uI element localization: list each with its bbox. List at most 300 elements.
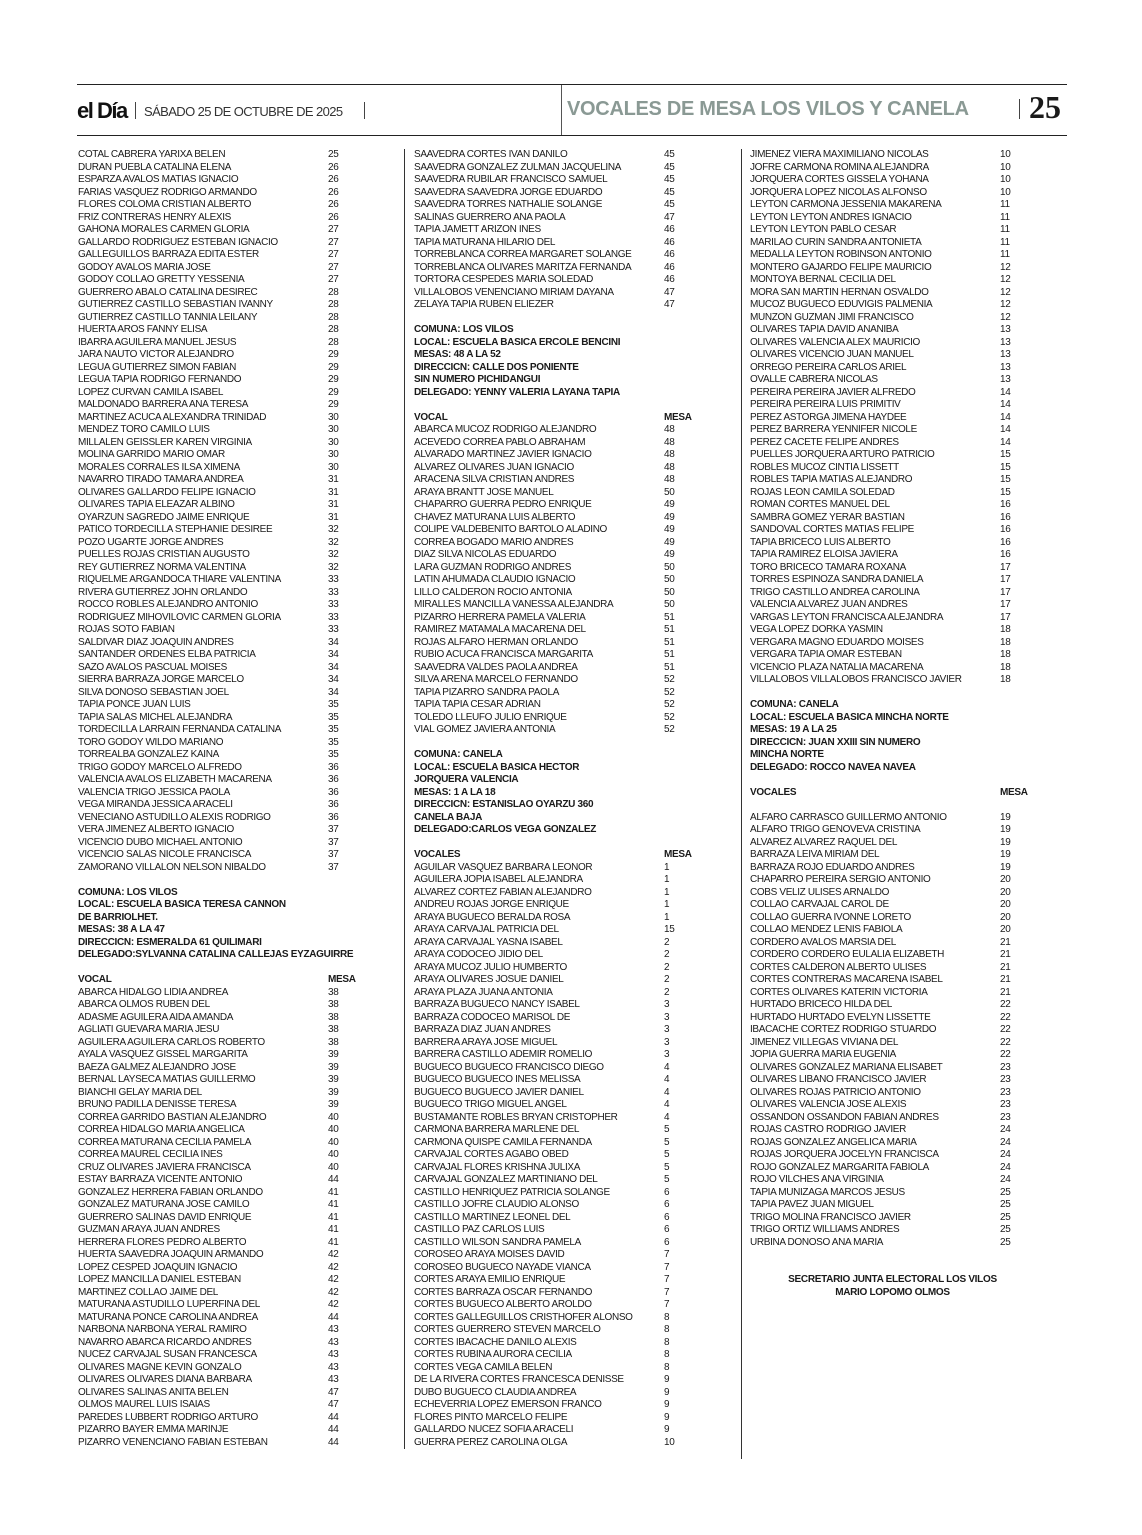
column-rule xyxy=(404,149,405,1449)
vocal-row xyxy=(750,599,1050,612)
mesa-number: 35 xyxy=(328,699,339,710)
mesa-number: 12 xyxy=(1000,311,1011,323)
mesa-number: 20 xyxy=(1000,899,1011,910)
polling-place-block xyxy=(750,699,1050,1249)
vocal-row xyxy=(78,387,378,400)
vocal-name: SALINAS GUERRERO ANA PAOLA xyxy=(414,211,566,223)
header-mesa: MESA xyxy=(328,974,356,985)
mesa-number: 27 xyxy=(328,261,339,273)
vocal-name: GALLARDO NUCEZ SOFIA ARACELI xyxy=(414,1424,574,1435)
mesa-number: 44 xyxy=(328,1174,339,1185)
vocal-row xyxy=(414,1262,714,1275)
vocal-name: LEGUA GUTIERREZ SIMON FABIAN xyxy=(78,361,237,373)
vocal-row xyxy=(78,824,378,837)
vocal-name: BERNAL LAYSECA MATIAS GUILLERMO xyxy=(78,1074,256,1085)
vocal-row xyxy=(78,849,378,862)
mesa-number: 38 xyxy=(328,1036,339,1048)
mesa-number: 42 xyxy=(328,1286,339,1298)
vocal-name: ALVAREZ ALVAREZ RAQUEL DEL xyxy=(750,836,898,848)
vocal-row xyxy=(78,287,378,300)
vocal-row xyxy=(78,1124,378,1137)
table-header xyxy=(78,974,378,987)
vocal-name: TORREBLANCA CORREA MARGARET SOLANGE xyxy=(414,249,632,260)
mesa-number: 41 xyxy=(328,1224,339,1235)
vocal-row xyxy=(78,699,378,712)
vocal-row xyxy=(78,424,378,437)
vocal-name: CORDERO CORDERO EULALIA ELIZABETH xyxy=(750,949,945,960)
vocal-name: DURAN PUEBLA CATALINA ELENA xyxy=(78,161,232,173)
vocal-name: GAHONA MORALES CARMEN GLORIA xyxy=(78,224,250,235)
mesa-number: 11 xyxy=(1000,249,1010,260)
vocal-row xyxy=(414,1087,714,1100)
vocal-name: MIRALLES MANCILLA VANESSA ALEJANDRA xyxy=(414,599,614,610)
mesa-number: 39 xyxy=(328,1074,339,1085)
polling-place-info: DIRECCICN: JUAN XXIII SIN NUMERO xyxy=(750,736,921,748)
mesa-number: 28 xyxy=(328,311,339,323)
vocal-name: JIMENEZ VIERA MAXIMILIANO NICOLAS xyxy=(750,149,929,160)
vocal-name: GUTIERREZ CASTILLO TANNIA LEILANY xyxy=(78,311,258,323)
vocal-name: FARIAS VASQUEZ RODRIGO ARMANDO xyxy=(78,186,257,198)
vocal-name: MENDEZ TORO CAMILO LUIS xyxy=(78,424,210,435)
vocal-name: JIMENEZ VILLEGAS VIVIANA DEL xyxy=(750,1036,899,1048)
vocal-row xyxy=(78,1137,378,1150)
vocal-name: OLIVARES GONZALEZ MARIANA ELISABET xyxy=(750,1061,943,1073)
mesa-number: 28 xyxy=(328,286,339,298)
vocal-name: IBARRA AGUILERA MANUEL JESUS xyxy=(78,336,237,348)
vocal-name: CORTES OLIVARES KATERIN VICTORIA xyxy=(750,986,928,998)
vocal-row xyxy=(414,299,714,312)
polling-place-info: LOCAL: ESCUELA BASICA ERCOLE BENCINI xyxy=(414,336,621,348)
vocal-name: PEREZ CACETE FELIPE ANDRES xyxy=(750,436,899,448)
vocal-row xyxy=(78,474,378,487)
vocal-name: SAZO AVALOS PASCUAL MOISES xyxy=(78,661,227,673)
vocal-name: LOPEZ MANCILLA DANIEL ESTEBAN xyxy=(78,1274,241,1285)
mesa-number: 52 xyxy=(664,699,675,710)
vocal-row xyxy=(414,1412,714,1425)
mesa-number: 26 xyxy=(328,186,339,198)
vocal-row xyxy=(750,399,1050,412)
mesa-number: 48 xyxy=(664,436,675,448)
vocal-row xyxy=(78,637,378,650)
signature-name: MARIO LOPOMO OLMOS xyxy=(835,1286,950,1298)
vocal-row xyxy=(414,587,714,600)
vocal-row xyxy=(414,1112,714,1125)
mesa-number: 45 xyxy=(664,199,675,210)
vocal-row xyxy=(78,1324,378,1337)
vocal-name: SAAVEDRA TORRES NATHALIE SOLANGE xyxy=(414,199,603,210)
vocal-name: ARACENA SILVA CRISTIAN ANDRES xyxy=(414,474,575,485)
mesa-number: 38 xyxy=(328,986,339,998)
vocal-row xyxy=(750,499,1050,512)
vocal-name: TORRES ESPINOZA SANDRA DANIELA xyxy=(750,574,924,585)
mesa-number: 22 xyxy=(1000,1024,1011,1035)
vocal-row xyxy=(78,449,378,462)
vocal-row xyxy=(750,1124,1050,1137)
vocal-row xyxy=(750,1224,1050,1237)
vocal-name: NAVARRO TIRADO TAMARA ANDREA xyxy=(78,474,244,485)
vocal-row xyxy=(750,1074,1050,1087)
vocal-row xyxy=(414,862,714,875)
vocal-name: ZELAYA TAPIA RUBEN ELIEZER xyxy=(414,299,554,310)
column-rule xyxy=(741,149,742,1459)
vocal-name: TAPIA SALAS MICHEL ALEJANDRA xyxy=(78,711,233,723)
vocal-name: BUGUECO BUGUECO INES MELISSA xyxy=(414,1074,581,1085)
vocal-row xyxy=(78,837,378,850)
vocal-row xyxy=(78,524,378,537)
vocal-name: CHAPARRO GUERRA PEDRO ENRIQUE xyxy=(414,499,592,510)
mesa-number: 41 xyxy=(328,1199,339,1210)
vocal-name: TRIGO ORTIZ WILLIAMS ANDRES xyxy=(750,1224,900,1235)
vocal-row xyxy=(78,362,378,375)
vocal-row xyxy=(78,1349,378,1362)
vocal-row xyxy=(414,187,714,200)
vocal-name: BIANCHI GELAY MARIA DEL xyxy=(78,1086,202,1098)
polling-place-info: COMUNA: LOS VILOS xyxy=(78,886,178,898)
vocal-row xyxy=(78,1299,378,1312)
vocal-name: ROJAS LEON CAMILA SOLEDAD xyxy=(750,486,895,498)
mesa-number: 6 xyxy=(664,1199,670,1210)
vocal-row xyxy=(414,212,714,225)
mesa-number: 49 xyxy=(664,549,675,560)
table-header xyxy=(750,787,1050,800)
vocal-row xyxy=(414,1224,714,1237)
vocal-name: RODRIGUEZ MIHOVILOVIC CARMEN GLORIA xyxy=(78,611,281,623)
vocal-row xyxy=(414,599,714,612)
vocal-row xyxy=(750,349,1050,362)
vocal-row xyxy=(414,174,714,187)
mesa-number: 8 xyxy=(664,1311,670,1323)
mesa-number: 49 xyxy=(664,524,675,535)
vocal-name: POZO UGARTE JORGE ANDRES xyxy=(78,536,224,548)
mesa-number: 45 xyxy=(664,161,675,173)
vocal-name: OLIVARES OLIVARES DIANA BARBARA xyxy=(78,1374,252,1385)
mesa-number: 21 xyxy=(1000,986,1011,998)
mesa-number: 15 xyxy=(1000,449,1011,460)
vocal-name: LOPEZ CURVAN CAMILA ISABEL xyxy=(78,386,224,398)
mesa-number: 13 xyxy=(1000,336,1011,348)
mesa-number: 18 xyxy=(1000,674,1011,685)
vocal-name: OVALLE CABRERA NICOLAS xyxy=(750,374,878,385)
vocal-row xyxy=(78,862,378,875)
vocal-name: LEYTON LEYTON PABLO CESAR xyxy=(750,224,897,235)
vocal-row xyxy=(414,537,714,550)
vocal-row xyxy=(414,1174,714,1187)
vocal-name: OLMOS MAUREL LUIS ISAIAS xyxy=(78,1399,210,1410)
vocal-row xyxy=(78,1112,378,1125)
mesa-number: 36 xyxy=(328,761,339,773)
vocal-row xyxy=(750,1162,1050,1175)
vocal-row xyxy=(414,437,714,450)
vocal-row xyxy=(78,512,378,525)
vocal-name: OLIVARES VALENCIA JOSE ALEXIS xyxy=(750,1099,907,1110)
mesa-number: 7 xyxy=(664,1286,670,1298)
mesa-number: 2 xyxy=(664,974,670,985)
vocal-row xyxy=(750,637,1050,650)
mesa-number: 28 xyxy=(328,299,339,310)
polling-place-info: DIRECCICN: ESTANISLAO OYARZU 360 xyxy=(414,799,594,810)
vocal-name: MATURANA ASTUDILLO LUPERFINA DEL xyxy=(78,1299,260,1310)
mesa-number: 37 xyxy=(328,836,339,848)
vocal-row xyxy=(750,912,1050,925)
vocal-name: ARAYA CARVAJAL YASNA ISABEL xyxy=(414,936,563,948)
vocal-row xyxy=(750,662,1050,675)
vocal-name: BAEZA GALMEZ ALEJANDRO JOSE xyxy=(78,1061,236,1073)
vocal-name: MONTOYA BERNAL CECILIA DEL xyxy=(750,274,896,285)
vocal-row xyxy=(750,224,1050,237)
vocal-row xyxy=(414,249,714,262)
vocal-row xyxy=(78,237,378,250)
vocal-row xyxy=(414,1399,714,1412)
mesa-number: 48 xyxy=(664,449,675,460)
vocal-list xyxy=(414,149,714,312)
vocal-name: HURTADO HURTADO EVELYN LISSETTE xyxy=(750,1011,931,1023)
vocal-row xyxy=(78,562,378,575)
vocal-row xyxy=(750,1174,1050,1187)
vocal-row xyxy=(414,924,714,937)
vocal-row xyxy=(750,974,1050,987)
vocal-name: CASTILLO PAZ CARLOS LUIS xyxy=(414,1224,545,1235)
mesa-number: 3 xyxy=(664,1036,670,1048)
vocal-name: SAMBRA GOMEZ YERAR BASTIAN xyxy=(750,511,905,523)
vocal-row xyxy=(78,349,378,362)
vocal-row xyxy=(78,712,378,725)
vocal-row xyxy=(750,837,1050,850)
polling-place-info: COMUNA: LOS VILOS xyxy=(414,324,514,335)
vocal-row xyxy=(414,424,714,437)
vocal-row xyxy=(750,1012,1050,1025)
vocal-name: PATICO TORDECILLA STEPHANIE DESIREE xyxy=(78,524,273,535)
vocal-row xyxy=(750,937,1050,950)
divider xyxy=(1019,99,1020,119)
vocal-row xyxy=(414,637,714,650)
mesa-number: 34 xyxy=(328,649,339,660)
table-header xyxy=(414,412,714,425)
polling-place-info: COMUNA: CANELA xyxy=(750,699,839,710)
polling-place-info: DE BARRIOLHET. xyxy=(78,911,158,923)
vocal-name: COLLAO GUERRA IVONNE LORETO xyxy=(750,911,911,923)
vocal-name: SILVA ARENA MARCELO FERNANDO xyxy=(414,674,578,685)
vocal-name: MARTINEZ COLLAO JAIME DEL xyxy=(78,1286,218,1298)
vocal-row xyxy=(750,424,1050,437)
vocal-name: BUGUECO BUGUECO JAVIER DANIEL xyxy=(414,1086,584,1098)
mesa-number: 14 xyxy=(1000,411,1011,423)
mesa-number: 43 xyxy=(328,1361,339,1373)
polling-place-info: LOCAL: ESCUELA BASICA HECTOR xyxy=(414,761,580,773)
vocal-row xyxy=(78,537,378,550)
vocal-name: ARAYA CARVAJAL PATRICIA DEL xyxy=(414,924,559,935)
vocal-name: ESTAY BARRAZA VICENTE ANTONIO xyxy=(78,1174,243,1185)
mesa-number: 36 xyxy=(328,786,339,798)
vocal-row xyxy=(78,374,378,387)
mesa-number: 45 xyxy=(664,149,675,160)
vocal-row xyxy=(750,562,1050,575)
vocal-row xyxy=(414,1137,714,1150)
vocal-row xyxy=(414,712,714,725)
mesa-number: 9 xyxy=(664,1386,670,1398)
vocal-name: LEYTON LEYTON ANDRES IGNACIO xyxy=(750,211,912,223)
mesa-number: 47 xyxy=(664,211,675,223)
vocal-row xyxy=(750,149,1050,162)
vocal-name: CASTILLO JOFRE CLAUDIO ALONSO xyxy=(414,1199,579,1210)
vocal-row xyxy=(78,224,378,237)
mesa-number: 15 xyxy=(1000,461,1011,473)
vocal-name: MARTINEZ ACUCA ALEXANDRA TRINIDAD xyxy=(78,411,267,423)
mesa-number: 38 xyxy=(328,1024,339,1035)
vocal-row xyxy=(414,487,714,500)
vocal-row xyxy=(750,312,1050,325)
mesa-number: 5 xyxy=(664,1149,670,1160)
vocal-row xyxy=(750,212,1050,225)
mesa-number: 8 xyxy=(664,1361,670,1373)
vocal-name: ALVARADO MARTINEZ JAVIER IGNACIO xyxy=(414,449,592,460)
vocal-row xyxy=(414,662,714,675)
vocal-name: COLLAO CARVAJAL CAROL DE xyxy=(750,899,889,910)
vocal-row xyxy=(750,262,1050,275)
vocal-row xyxy=(78,174,378,187)
vocal-name: GODOY COLLAO GRETTY YESSENIA xyxy=(78,274,245,285)
column-3 xyxy=(750,149,1050,1299)
mesa-number: 10 xyxy=(1000,174,1011,185)
mesa-number: 7 xyxy=(664,1261,670,1273)
vocal-row xyxy=(78,1362,378,1375)
mesa-number: 34 xyxy=(328,636,339,648)
vocal-row xyxy=(414,674,714,687)
mesa-number: 30 xyxy=(328,411,339,423)
vocal-name: TOLEDO LLEUFO JULIO ENRIQUE xyxy=(414,711,567,723)
vocal-name: REY GUTIERREZ NORMA VALENTINA xyxy=(78,561,246,573)
vocal-row xyxy=(78,1262,378,1275)
vocal-name: ROJAS CASTRO RODRIGO JAVIER xyxy=(750,1124,906,1135)
vocal-name: AGUILAR VASQUEZ BARBARA LEONOR xyxy=(414,861,593,873)
vocal-row xyxy=(750,987,1050,1000)
vocal-name: URBINA DONOSO ANA MARIA xyxy=(750,1236,884,1248)
vocal-name: LOPEZ CESPED JOAQUIN IGNACIO xyxy=(78,1261,238,1273)
mesa-number: 39 xyxy=(328,1049,339,1060)
mesa-number: 23 xyxy=(1000,1086,1011,1098)
newspaper-logo: el Día xyxy=(77,98,127,123)
vocal-row xyxy=(78,1437,378,1450)
mesa-number: 10 xyxy=(1000,149,1011,160)
vocal-name: CHAPARRO PEREIRA SERGIO ANTONIO xyxy=(750,874,931,885)
vocal-row xyxy=(750,412,1050,425)
vocal-row xyxy=(414,1299,714,1312)
vocal-name: CORTES GALLEGUILLOS CRISTHOFER ALONSO xyxy=(414,1311,633,1323)
vocal-row xyxy=(78,1312,378,1325)
vocal-row xyxy=(414,1337,714,1350)
vocal-name: TAPIA MATURANA HILARIO DEL xyxy=(414,236,556,248)
mesa-number: 30 xyxy=(328,449,339,460)
vocal-row xyxy=(750,1099,1050,1112)
vocal-row xyxy=(78,574,378,587)
vocal-row xyxy=(414,1049,714,1062)
mesa-number: 7 xyxy=(664,1299,670,1310)
mesa-number: 16 xyxy=(1000,499,1011,510)
mesa-number: 44 xyxy=(328,1424,339,1435)
vocal-row xyxy=(750,337,1050,350)
vocal-row xyxy=(750,174,1050,187)
vocal-name: OLIVARES ROJAS PATRICIO ANTONIO xyxy=(750,1086,921,1098)
mesa-number: 25 xyxy=(1000,1211,1011,1223)
vocal-row xyxy=(78,1287,378,1300)
vocal-row xyxy=(414,574,714,587)
vocal-name: MILLALEN GEISSLER KAREN VIRGINIA xyxy=(78,436,252,448)
vocal-name: VILLALOBOS VILLALOBOS FRANCISCO JAVIER xyxy=(750,674,962,685)
mesa-number: 23 xyxy=(1000,1111,1011,1123)
mesa-number: 25 xyxy=(1000,1199,1011,1210)
vocal-row xyxy=(78,1074,378,1087)
mesa-number: 10 xyxy=(1000,186,1011,198)
polling-place-block xyxy=(78,887,378,1450)
vocal-name: TORREALBA GONZALEZ KAINA xyxy=(78,749,219,760)
mesa-number: 43 xyxy=(328,1324,339,1335)
vocal-row xyxy=(414,899,714,912)
mesa-number: 16 xyxy=(1000,536,1011,548)
vocal-row xyxy=(750,437,1050,450)
vocal-row xyxy=(78,1187,378,1200)
mesa-number: 9 xyxy=(664,1411,670,1423)
mesa-number: 52 xyxy=(664,724,675,735)
mesa-number: 29 xyxy=(328,374,339,385)
mesa-number: 19 xyxy=(1000,824,1011,835)
mesa-number: 17 xyxy=(1000,599,1011,610)
vocal-row xyxy=(414,724,714,737)
vocal-row xyxy=(414,687,714,700)
mesa-number: 25 xyxy=(328,149,339,160)
vocal-name: FLORES COLOMA CRISTIAN ALBERTO xyxy=(78,199,252,210)
vocal-name: BARRERA ARAYA JOSE MIGUEL xyxy=(414,1036,558,1048)
vocal-name: RUBIO ACUCA FRANCISCA MARGARITA xyxy=(414,649,593,660)
vocal-name: OLIVARES VICENCIO JUAN MANUEL xyxy=(750,349,914,360)
polling-place-info: DELEGADO:SYLVANNA CATALINA CALLEJAS EYZAGUIRRE xyxy=(78,949,354,960)
vocal-row xyxy=(414,549,714,562)
vocal-row xyxy=(78,687,378,700)
vocal-name: SAAVEDRA RUBILAR FRANCISCO SAMUEL xyxy=(414,174,608,185)
vocal-row xyxy=(750,187,1050,200)
vocal-row xyxy=(78,1399,378,1412)
mesa-number: 24 xyxy=(1000,1161,1011,1173)
vocal-name: ALFARO CARRASCO GUILLERMO ANTONIO xyxy=(750,811,947,823)
vocal-row xyxy=(414,1237,714,1250)
vocal-name: LATIN AHUMADA CLAUDIO IGNACIO xyxy=(414,574,576,585)
vocal-name: LEYTON CARMONA JESSENIA MAKARENA xyxy=(750,199,942,210)
mesa-number: 27 xyxy=(328,249,339,260)
vocal-name: VICENCIO SALAS NICOLE FRANCISCA xyxy=(78,849,252,860)
vocal-row xyxy=(78,549,378,562)
mesa-number: 14 xyxy=(1000,399,1011,410)
vocal-row xyxy=(750,924,1050,937)
vocal-row xyxy=(414,999,714,1012)
vocal-name: LILLO CALDERON ROCIO ANTONIA xyxy=(414,586,572,598)
vocal-row xyxy=(750,274,1050,287)
mesa-number: 11 xyxy=(1000,211,1010,223)
mesa-number: 26 xyxy=(328,174,339,185)
vocal-name: ARAYA PLAZA JUANA ANTONIA xyxy=(414,986,553,998)
vocal-row xyxy=(750,287,1050,300)
vocal-name: TORO GODOY WILDO MARIANO xyxy=(78,736,224,748)
vocal-row xyxy=(750,612,1050,625)
vocal-row xyxy=(750,812,1050,825)
vocal-row xyxy=(414,149,714,162)
vocal-row xyxy=(414,949,714,962)
mesa-number: 46 xyxy=(664,261,675,273)
vocal-name: TORTORA CESPEDES MARIA SOLEDAD xyxy=(414,274,594,285)
vocal-row xyxy=(750,462,1050,475)
mesa-number: 39 xyxy=(328,1099,339,1110)
header-mesa: MESA xyxy=(664,849,692,860)
mesa-number: 39 xyxy=(328,1061,339,1073)
mesa-number: 6 xyxy=(664,1224,670,1235)
vocal-row xyxy=(750,374,1050,387)
